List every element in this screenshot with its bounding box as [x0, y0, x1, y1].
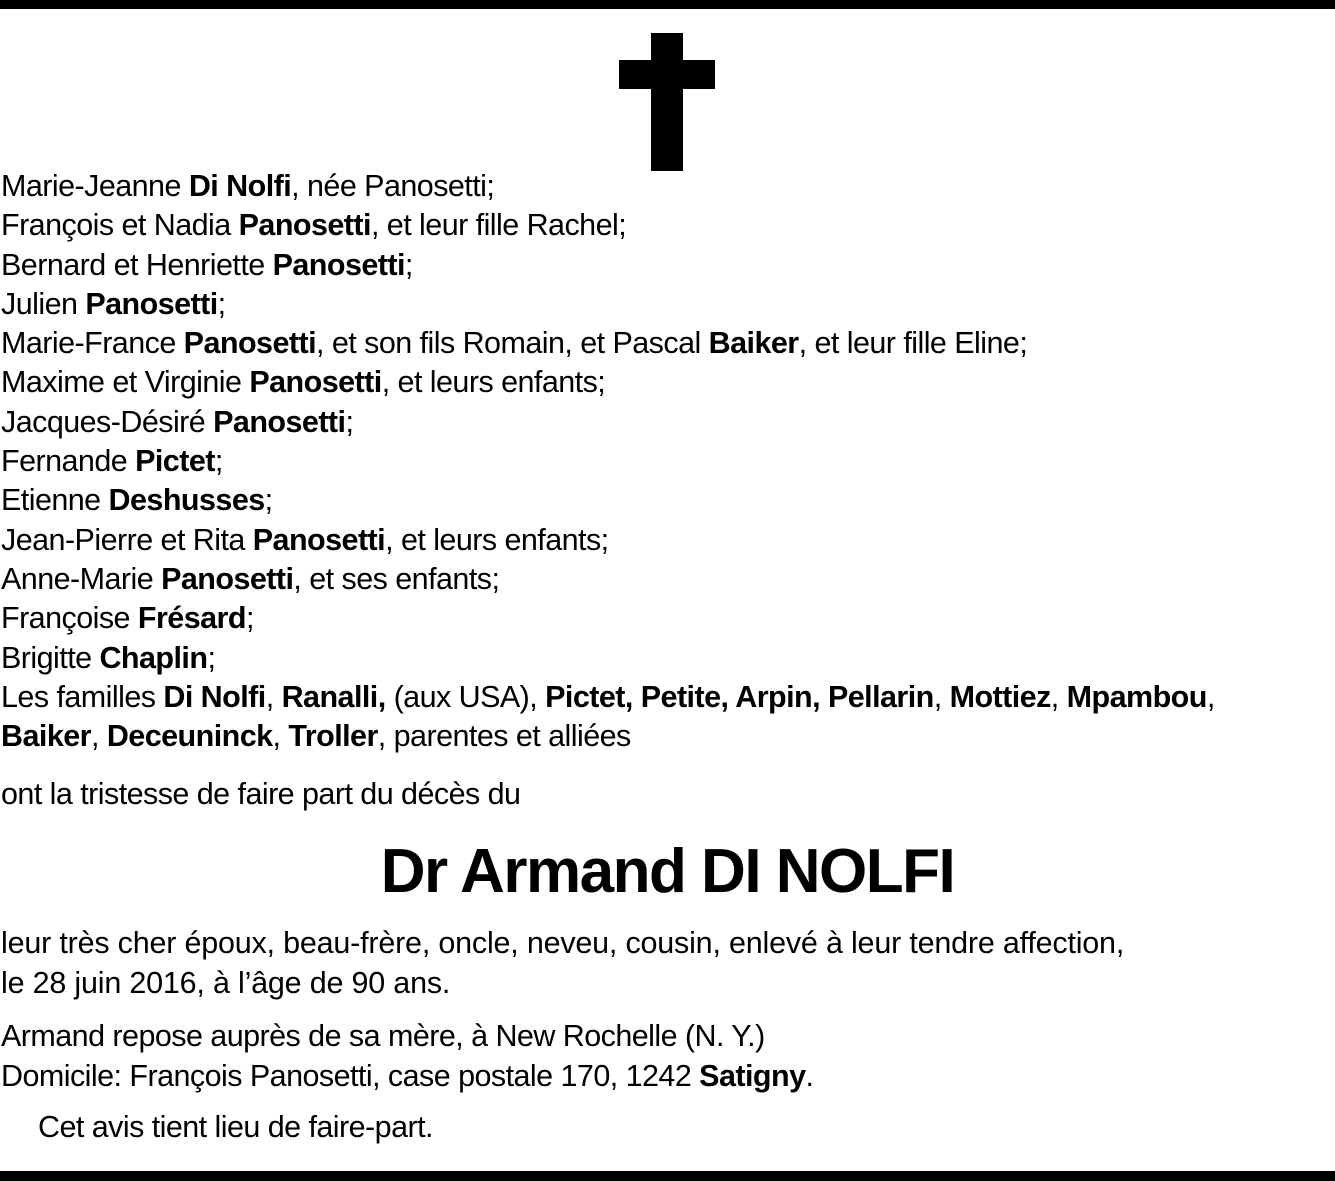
- bottom-rule: [0, 1171, 1335, 1181]
- announcement-intro: ont la tristesse de faire part du décès du: [1, 777, 521, 811]
- family-name: Panosetti: [272, 247, 405, 282]
- text-segment: ;: [404, 247, 413, 282]
- family-name: Baiker: [1, 719, 91, 754]
- mourner-line: [1, 167, 1335, 206]
- text-segment: Jean-Pierre et Rita: [1, 522, 253, 557]
- text-segment: , et ses enfants;: [293, 561, 500, 596]
- text-segment: ,: [272, 719, 289, 754]
- text-segment: , et leur fille Eline;: [798, 326, 1028, 361]
- family-name: Troller: [288, 719, 378, 754]
- family-name: Pictet: [135, 444, 215, 479]
- text-segment: Jacques-Désiré: [1, 404, 214, 439]
- text-segment: Les familles: [1, 679, 164, 714]
- cross-vertical-bar: [651, 33, 683, 171]
- text-segment: , parentes et alliées: [377, 719, 631, 754]
- text-segment: ;: [214, 444, 223, 479]
- text-segment: , née Panosetti;: [291, 169, 495, 203]
- mourner-line: [1, 285, 1335, 324]
- text-segment: ;: [245, 601, 254, 636]
- resting-info: [1, 1016, 813, 1096]
- text-segment: ;: [217, 286, 226, 321]
- text-segment: .: [805, 1059, 814, 1093]
- text-segment: ;: [264, 483, 273, 518]
- text-segment: ,: [1206, 679, 1215, 714]
- deceased-name: Dr Armand DI NOLFI: [380, 837, 955, 906]
- text-segment: , et leurs enfants;: [385, 522, 609, 557]
- text-segment: Bernard et Henriette: [1, 247, 273, 282]
- text-segment: ,: [1050, 679, 1067, 714]
- text-segment: François et Nadia: [1, 208, 239, 243]
- deceased-description: [1, 923, 1333, 1003]
- description-line: leur très cher époux, beau-frère, oncle, neveu, cousin, enlevé à leur tendre affection,: [1, 926, 1125, 960]
- mourner-line: [1, 324, 1335, 363]
- text-segment: Maxime et Virginie: [1, 365, 250, 400]
- mourner-line: [1, 403, 1335, 442]
- top-rule: [0, 0, 1335, 9]
- text-segment: , et leur fille Rachel;: [370, 208, 627, 243]
- family-name: Panosetti: [249, 365, 382, 400]
- family-name: Mottiez: [949, 679, 1051, 714]
- text-segment: Julien: [1, 286, 86, 321]
- text-segment: (aux USA),: [385, 679, 546, 714]
- resting-place: Armand repose auprès de sa mère, à New Rochelle (N. Y.): [1, 1019, 765, 1053]
- mourner-line: [1, 363, 1335, 402]
- family-name: Di Nolfi: [163, 679, 266, 714]
- family-name: Di Nolfi: [188, 169, 292, 203]
- family-name: Deceuninck: [106, 719, 273, 754]
- mourners-list: [1, 167, 1335, 756]
- description-line: le 28 juin 2016, à l’âge de 90 ans.: [1, 966, 451, 1000]
- family-name: Panosetti: [85, 286, 218, 321]
- cross-icon: [619, 33, 715, 171]
- family-name: Panosetti: [252, 522, 386, 557]
- family-name: Panosetti: [213, 404, 346, 439]
- family-name: Frésard: [137, 601, 246, 636]
- domicile-line: [1, 1056, 813, 1096]
- text-segment: ,: [90, 719, 107, 754]
- text-segment: Fernande: [1, 444, 136, 479]
- family-name: Panosetti: [238, 208, 371, 243]
- text-segment: Françoise: [1, 601, 138, 636]
- family-name: Pictet, Petite, Arpin, Pellarin: [545, 679, 934, 714]
- text-segment: ,: [265, 679, 282, 714]
- text-segment: , et son fils Romain, et Pascal: [316, 326, 709, 361]
- mourner-line: [1, 678, 1335, 717]
- text-segment: Domicile: François Panosetti, case postale 170, 1242: [1, 1059, 700, 1093]
- mourner-line: [1, 639, 1335, 678]
- mourner-line: [1, 717, 1335, 756]
- family-name: Deshusses: [108, 483, 265, 518]
- mourner-line: [1, 521, 1335, 560]
- family-name: Satigny: [699, 1059, 806, 1093]
- mourner-line: [1, 481, 1335, 520]
- cross-horizontal-bar: [619, 60, 715, 89]
- notice-text: Cet avis tient lieu de faire-part.: [38, 1110, 433, 1144]
- family-name: Mpambou: [1066, 679, 1207, 714]
- family-name: Ranalli,: [281, 679, 386, 714]
- family-name: Baiker: [708, 326, 799, 361]
- text-segment: ,: [933, 679, 950, 714]
- mourner-line: [1, 560, 1335, 599]
- family-name: Panosetti: [161, 561, 294, 596]
- text-segment: Etienne: [1, 483, 109, 518]
- text-segment: Marie-France: [1, 326, 184, 361]
- family-name: Chaplin: [99, 640, 208, 675]
- family-name: Panosetti: [183, 326, 317, 361]
- mourner-line: [1, 599, 1335, 638]
- text-segment: Brigitte: [1, 640, 100, 675]
- mourner-line: [1, 442, 1335, 481]
- text-segment: Anne-Marie: [1, 561, 162, 596]
- text-segment: ;: [345, 404, 354, 439]
- mourner-line: [1, 206, 1335, 245]
- mourner-line: [1, 246, 1335, 285]
- text-segment: , et leurs enfants;: [381, 365, 606, 400]
- text-segment: ;: [207, 640, 216, 675]
- text-segment: Marie-Jeanne: [1, 169, 189, 203]
